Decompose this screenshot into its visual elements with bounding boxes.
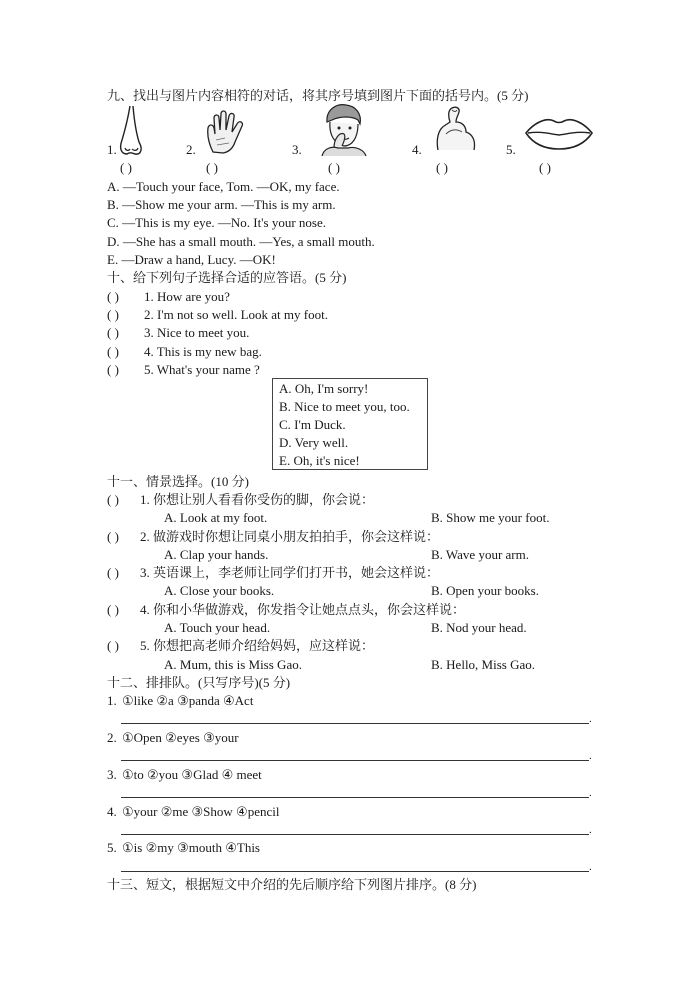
section-10-heading: 十、给下列句子选择合适的应答语。(5 分) [107,270,347,285]
nose-icon [118,104,144,156]
arm-icon [432,104,478,152]
scenario-11-2: 2. 做游戏时你想让同桌小朋友拍拍手，你会这样说： [140,529,440,544]
picture-answer-2[interactable]: ( ) [206,160,218,175]
answer-paren-11-3[interactable]: ( ) [107,565,119,580]
answer-line-4[interactable] [121,834,589,835]
picture-number-4: 4. [412,142,422,157]
option-11-1-b: B. Show me your foot. [431,510,550,525]
answer-paren-11-1[interactable]: ( ) [107,492,119,507]
reorder-number-1: 1. [107,693,117,708]
picture-number-3: 3. [292,142,302,157]
answer-paren-10-5[interactable]: ( ) [107,362,119,377]
answer-paren-10-1[interactable]: ( ) [107,289,119,304]
dialogue-d: D. —She has a small mouth. —Yes, a small mouth. [107,234,375,249]
answer-line-dot: . [589,824,592,836]
question-10-1: 1. How are you? [144,289,230,304]
answer-paren-10-4[interactable]: ( ) [107,344,119,359]
section-12-heading: 十二、排排队。(只写序号)(5 分) [107,675,291,690]
face-touch-icon [318,102,368,156]
hand-icon [205,110,247,154]
answer-paren-11-2[interactable]: ( ) [107,529,119,544]
picture-number-5: 5. [506,142,516,157]
reorder-words-1: ①like ②a ③panda ④Act [122,693,254,708]
scenario-11-3: 3. 英语课上，李老师让同学们打开书，她会这样说： [140,565,440,580]
answer-line-2[interactable] [121,760,589,761]
choice-b: B. Nice to meet you, too. [279,399,410,414]
answer-line-dot: . [589,787,592,799]
option-11-5-a: A. Mum, this is Miss Gao. [164,657,302,672]
reorder-number-4: 4. [107,804,117,819]
section-9-heading: 九、找出与图片内容相符的对话，将其序号填到图片下面的括号内。(5 分) [107,88,529,103]
reorder-words-5: ①is ②my ③mouth ④This [122,840,260,855]
choice-c: C. I'm Duck. [279,417,346,432]
dialogue-a: A. —Touch your face, Tom. —OK, my face. [107,179,340,194]
dialogue-c: C. —This is my eye. —No. It's your nose. [107,215,326,230]
question-10-4: 4. This is my new bag. [144,344,262,359]
scenario-11-1: 1. 你想让别人看看你受伤的脚，你会说： [140,492,375,507]
reorder-number-5: 5. [107,840,117,855]
answer-line-1[interactable] [121,723,589,724]
option-11-5-b: B. Hello, Miss Gao. [431,657,535,672]
section-11-heading: 十一、情景选择。(10 分) [107,474,249,489]
reorder-words-2: ①Open ②eyes ③your [122,730,239,745]
answer-paren-11-5[interactable]: ( ) [107,638,119,653]
option-11-2-b: B. Wave your arm. [431,547,529,562]
picture-number-2: 2. [186,142,196,157]
choice-d: D. Very well. [279,435,349,450]
scenario-11-4: 4. 你和小华做游戏，你发指令让她点点头，你会这样说： [140,602,466,617]
dialogue-b: B. —Show me your arm. —This is my arm. [107,197,336,212]
option-11-4-b: B. Nod your head. [431,620,527,635]
question-10-2: 2. I'm not so well. Look at my foot. [144,307,328,322]
reorder-words-4: ①your ②me ③Show ④pencil [122,804,280,819]
answer-paren-11-4[interactable]: ( ) [107,602,119,617]
choice-e: E. Oh, it's nice! [279,453,360,468]
reorder-number-2: 2. [107,730,117,745]
answer-paren-10-3[interactable]: ( ) [107,325,119,340]
dialogue-e: E. —Draw a hand, Lucy. —OK! [107,252,276,267]
option-11-4-a: A. Touch your head. [164,620,271,635]
picture-answer-5[interactable]: ( ) [539,160,551,175]
picture-number-1: 1. [107,142,117,157]
option-11-3-b: B. Open your books. [431,583,539,598]
answer-line-3[interactable] [121,797,589,798]
answer-line-dot: . [589,750,592,762]
reorder-number-3: 3. [107,767,117,782]
answer-line-dot: . [589,861,592,873]
option-11-3-a: A. Close your books. [164,583,275,598]
picture-answer-4[interactable]: ( ) [436,160,448,175]
question-10-3: 3. Nice to meet you. [144,325,250,340]
picture-answer-1[interactable]: ( ) [120,160,132,175]
option-11-1-a: A. Look at my foot. [164,510,268,525]
answer-paren-10-2[interactable]: ( ) [107,307,119,322]
choice-a: A. Oh, I'm sorry! [279,381,369,396]
question-10-5: 5. What's your name ? [144,362,260,377]
scenario-11-5: 5. 你想把高老师介绍给妈妈，应这样说： [140,638,375,653]
answer-line-5[interactable] [121,871,589,872]
reorder-words-3: ①to ②you ③Glad ④ meet [122,767,262,782]
mouth-icon [524,115,594,151]
option-11-2-a: A. Clap your hands. [164,547,269,562]
picture-answer-3[interactable]: ( ) [328,160,340,175]
section-13-heading: 十三、短文，根据短文中介绍的先后顺序给下列图片排序。(8 分) [107,877,477,892]
choice-box [272,378,428,470]
answer-line-dot: . [589,713,592,725]
